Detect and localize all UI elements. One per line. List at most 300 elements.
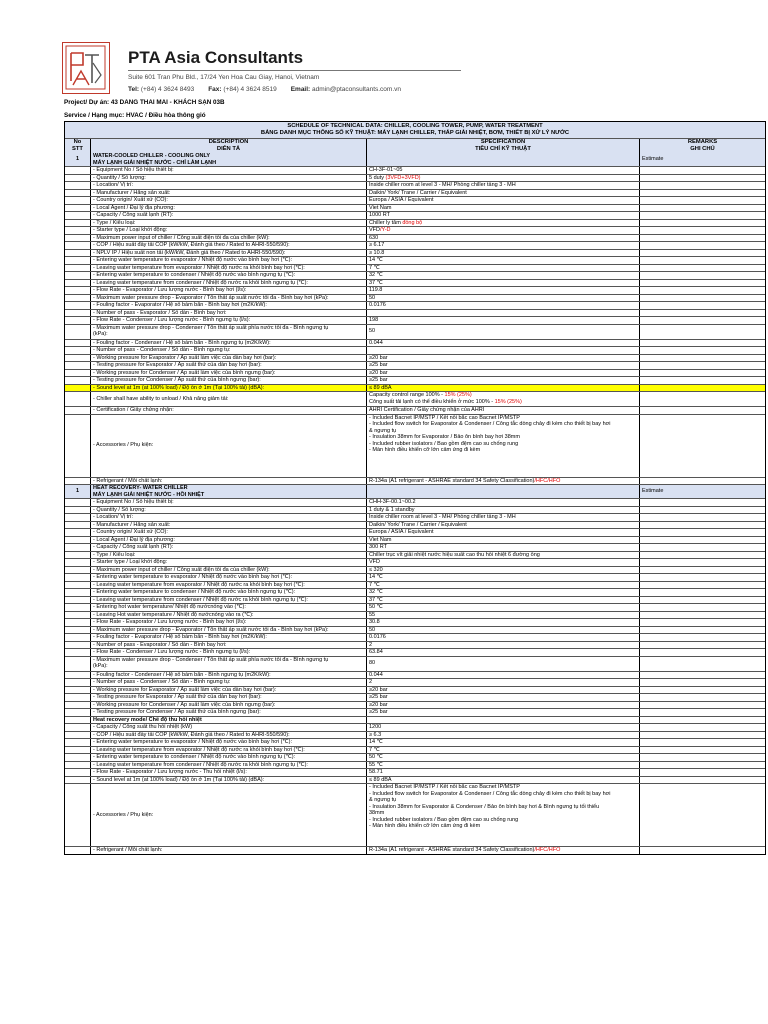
table-row bbox=[65, 558, 765, 566]
spec-value: ≥ 10.8 bbox=[369, 249, 385, 256]
table-row bbox=[65, 346, 765, 354]
section-remark: Estimate bbox=[642, 156, 664, 163]
row-remark bbox=[640, 762, 765, 769]
description-text: - Country origin/ Xuất xứ (CO): bbox=[93, 197, 168, 203]
spec-value: 1200 bbox=[369, 724, 382, 730]
spec-text bbox=[369, 280, 637, 287]
letterhead bbox=[62, 42, 762, 98]
row-description bbox=[91, 257, 367, 264]
spec-value: 32 ℃ bbox=[369, 589, 383, 595]
row-specification bbox=[367, 567, 640, 574]
spec-line: - Included Bacnet IP/MSTP / Kết nối bắc cao Bacnet IP/MSTP bbox=[369, 414, 520, 421]
row-remark bbox=[640, 574, 765, 581]
row-specification bbox=[367, 754, 640, 761]
spec-value: 50 ℃ bbox=[369, 754, 383, 760]
section-header bbox=[65, 484, 765, 498]
spec-value: Chiller trục vít giải nhiệt nước hiệu suất cao thu hồi nhiệt 6 đường ống bbox=[369, 551, 540, 558]
spec-value: 37 ℃ bbox=[369, 279, 383, 286]
table-row bbox=[65, 611, 765, 619]
row-description bbox=[91, 777, 367, 784]
table-row bbox=[65, 498, 765, 506]
spec-value: Viet Nam bbox=[369, 204, 392, 211]
spec-value: CH-3F-01~05 bbox=[369, 167, 403, 173]
spec-text bbox=[369, 537, 637, 544]
row-description bbox=[91, 370, 367, 377]
row-number bbox=[65, 672, 91, 679]
spec-value: 1 duty & 1 standby bbox=[369, 506, 415, 513]
row-remark bbox=[640, 612, 765, 619]
description-text: - Certification / Giấy chứng nhận: bbox=[93, 407, 174, 413]
table-row bbox=[65, 181, 765, 189]
row-description bbox=[91, 559, 367, 566]
spec-value: 50 bbox=[369, 626, 376, 633]
table-row bbox=[65, 536, 765, 544]
spec-text bbox=[369, 660, 375, 667]
spec-text bbox=[369, 754, 637, 761]
row-specification bbox=[367, 702, 640, 709]
table-row bbox=[65, 566, 765, 574]
row-number bbox=[65, 355, 91, 362]
row-number bbox=[65, 717, 91, 724]
row-description bbox=[91, 522, 367, 529]
row-remark bbox=[640, 514, 765, 521]
row-specification bbox=[367, 769, 640, 776]
table-row bbox=[65, 701, 765, 709]
row-description bbox=[91, 250, 367, 257]
spec-value: AHRI Certification / Giấy chứng nhận của AHRI bbox=[369, 407, 485, 413]
description-text: - Maximum water pressure drop - Evaporator / Tổn thất áp suất nước tối đa - Bình bay hơi (kPa): bbox=[93, 294, 329, 301]
spec-text bbox=[369, 340, 637, 347]
company-logo bbox=[62, 42, 110, 94]
spec-value: ≤ 320 bbox=[369, 566, 383, 573]
row-description bbox=[91, 287, 367, 294]
table-row bbox=[65, 783, 765, 846]
description-text: - Quantity / Số lượng: bbox=[93, 174, 146, 181]
row-specification bbox=[367, 589, 640, 596]
row-specification bbox=[367, 784, 640, 846]
row-remark bbox=[640, 747, 765, 754]
row-specification bbox=[367, 672, 640, 679]
row-remark bbox=[640, 362, 765, 369]
row-description bbox=[91, 220, 367, 227]
row-description bbox=[91, 407, 367, 414]
row-specification bbox=[367, 310, 640, 317]
row-remark bbox=[640, 529, 765, 536]
table-row bbox=[65, 603, 765, 611]
table-row bbox=[65, 309, 765, 317]
table-row bbox=[65, 369, 765, 377]
description-text: - Location/ Vị trí: bbox=[93, 514, 134, 520]
description-text: - Maximum water pressure drop - Condenser / Tổn thất áp suất phía nước tối đa - Bình ngưng tụ bbox=[93, 656, 329, 663]
spec-text bbox=[369, 732, 637, 739]
row-specification bbox=[367, 257, 640, 264]
table-row bbox=[65, 354, 765, 362]
spec-text bbox=[369, 197, 637, 204]
row-remark bbox=[640, 167, 765, 174]
spec-text bbox=[369, 619, 637, 626]
row-remark bbox=[640, 220, 765, 227]
description-text: - Accessories / Phụ kiện: bbox=[93, 442, 154, 449]
row-remark bbox=[640, 347, 765, 354]
row-description bbox=[91, 784, 367, 846]
table-row bbox=[65, 506, 765, 514]
row-description bbox=[91, 657, 367, 671]
description-text: - Working pressure for Evaporator / Áp suất làm việc của dàn bay hơi (bar): bbox=[93, 354, 277, 361]
row-remark bbox=[640, 272, 765, 279]
row-number bbox=[65, 679, 91, 686]
row-number bbox=[65, 567, 91, 574]
spec-value: 50 bbox=[369, 294, 376, 301]
row-number bbox=[65, 724, 91, 731]
row-description bbox=[91, 347, 367, 354]
table-row bbox=[65, 671, 765, 679]
row-specification bbox=[367, 182, 640, 189]
row-specification bbox=[367, 370, 640, 377]
spec-value: Daikin/ York/ Trane / Carrier / Equivalent bbox=[369, 189, 467, 196]
section-title bbox=[91, 485, 367, 498]
description-text: - Flow Rate - Condenser / Lưu lượng nước - Bình ngưng tụ (l/s): bbox=[93, 649, 251, 655]
spec-value: 37 ℃ bbox=[369, 596, 383, 603]
row-description bbox=[91, 589, 367, 596]
row-description bbox=[91, 295, 367, 302]
row-description bbox=[91, 724, 367, 731]
spec-value: 630 bbox=[369, 234, 379, 241]
row-specification bbox=[367, 175, 640, 182]
row-remark bbox=[640, 724, 765, 731]
spec-text bbox=[369, 672, 637, 679]
spec-value: VFD bbox=[369, 227, 380, 233]
table-row bbox=[65, 708, 765, 716]
description-text: - Working pressure for Condenser / Áp suất làm việc của bình ngưng (bar): bbox=[93, 701, 276, 708]
row-description bbox=[91, 627, 367, 634]
table-row bbox=[65, 513, 765, 521]
row-number bbox=[65, 317, 91, 324]
spec-text bbox=[369, 385, 637, 392]
row-description bbox=[91, 514, 367, 521]
row-remark bbox=[640, 537, 765, 544]
row-description bbox=[91, 529, 367, 536]
table-row bbox=[65, 716, 765, 724]
row-remark bbox=[640, 499, 765, 506]
spec-text bbox=[369, 242, 637, 249]
row-remark bbox=[640, 227, 765, 234]
spec-text bbox=[369, 355, 637, 362]
row-number bbox=[65, 747, 91, 754]
row-number bbox=[65, 415, 91, 477]
row-number bbox=[65, 257, 91, 264]
spec-value: ≥ 6.3 bbox=[369, 731, 382, 738]
description-text: - COP / Hiệu suất đầy tải COP (kW/kW, Đánh giá theo / Rated to AHRI-550/590): bbox=[93, 731, 290, 738]
row-specification bbox=[367, 544, 640, 551]
row-specification bbox=[367, 739, 640, 746]
spec-line: & ngưng tụ bbox=[369, 797, 397, 803]
spec-text bbox=[369, 370, 637, 377]
row-number bbox=[65, 175, 91, 182]
description-text: - Testing pressure for Condenser / Áp suất thử của bình ngưng (bar): bbox=[93, 709, 261, 715]
spec-line: & ngưng tụ bbox=[369, 427, 397, 434]
description-text-cont: (kPa): bbox=[93, 663, 108, 669]
spec-text bbox=[369, 567, 637, 574]
row-remark bbox=[640, 847, 765, 854]
row-description bbox=[91, 612, 367, 619]
row-specification bbox=[367, 604, 640, 611]
spec-value-red: /Y-D bbox=[380, 227, 391, 233]
row-description bbox=[91, 415, 367, 477]
row-number bbox=[65, 499, 91, 506]
row-specification bbox=[367, 552, 640, 559]
row-number bbox=[65, 847, 91, 854]
spec-text bbox=[369, 642, 637, 649]
row-description bbox=[91, 325, 367, 339]
row-specification bbox=[367, 280, 640, 287]
spec-text bbox=[369, 377, 637, 384]
row-remark bbox=[640, 672, 765, 679]
description-text: - Number of pass - Evaporator / Số dàn - Bình bay hơi: bbox=[93, 641, 227, 648]
row-remark bbox=[640, 634, 765, 641]
row-remark bbox=[640, 340, 765, 347]
row-remark bbox=[640, 317, 765, 324]
table-row bbox=[65, 376, 765, 384]
header-rule bbox=[128, 70, 461, 71]
row-remark bbox=[640, 205, 765, 212]
description-text: - Maximum power input of chiller / Công suất điện tối đa của chiller (kW): bbox=[93, 234, 270, 241]
spec-line: - Included flow switch for Evaporator & Condenser / Công tắc dòng chảy đi kèm cho thiết bị bay hơi bbox=[369, 790, 611, 797]
spec-value: 5 duty bbox=[369, 174, 386, 181]
tel: Tel: (+84) 4 3624 8493 bbox=[128, 86, 195, 93]
spec-text bbox=[369, 597, 637, 604]
col-description: DESCRIPTION DIỄN TẢ bbox=[91, 139, 367, 153]
row-number bbox=[65, 340, 91, 347]
row-number bbox=[65, 732, 91, 739]
row-remark bbox=[640, 265, 765, 272]
row-number bbox=[65, 220, 91, 227]
description-text: - Type / Kiểu loại: bbox=[93, 551, 136, 558]
spec-value: VFD bbox=[369, 559, 380, 565]
row-specification bbox=[367, 847, 640, 854]
row-remark bbox=[640, 552, 765, 559]
description-text: - Leaving water temperature from evaporator / Nhiệt độ nước ra khỏi bình bay hơi (℃): bbox=[93, 264, 305, 271]
row-remark bbox=[640, 777, 765, 784]
row-specification bbox=[367, 235, 640, 242]
row-number bbox=[65, 612, 91, 619]
spec-text bbox=[369, 574, 637, 581]
row-specification bbox=[367, 197, 640, 204]
spec-text bbox=[369, 227, 637, 234]
spec-text bbox=[369, 679, 637, 686]
row-specification bbox=[367, 574, 640, 581]
row-remark bbox=[640, 478, 765, 485]
description-text: - Entering hot water temperature/ Nhiệt độ nướcnóng vào (℃): bbox=[93, 604, 246, 610]
description-text: - Sound level at 1m (at 100% load) / Độ ồn ở 1m (Tại 100% tải) (dBA): bbox=[93, 776, 265, 783]
spec-text bbox=[369, 634, 637, 641]
spec-value: ≥20 bar bbox=[369, 686, 388, 693]
spec-value: 63.84 bbox=[369, 649, 383, 655]
description-text: - Leaving water temperature from evaporator / Nhiệt độ nước ra khỏi bình bay hơi (℃): bbox=[93, 746, 305, 753]
row-description bbox=[91, 242, 367, 249]
row-specification bbox=[367, 619, 640, 626]
table-title-vn: BẢNG DANH MỤC THÔNG SỐ KỸ THUẬT: MÁY LẠNH CHILLER, THÁP GIẢI NHIỆT, BƠM, THIẾT BỊ XỬ LÝ NƯỚC bbox=[260, 130, 570, 136]
row-remark bbox=[640, 559, 765, 566]
description-text: - Type / Kiểu loại: bbox=[93, 219, 136, 226]
spec-text bbox=[369, 272, 637, 279]
spec-value: ≥25 bar bbox=[369, 362, 388, 368]
row-description bbox=[91, 302, 367, 309]
spec-value: 0.044 bbox=[369, 339, 383, 346]
spec-text bbox=[369, 777, 637, 784]
row-remark bbox=[640, 567, 765, 574]
spec-text bbox=[369, 212, 637, 219]
description-text: - Leaving water temperature from condenser / Nhiệt độ nước ra khỏi bình ngưng tụ (℃): bbox=[93, 761, 308, 768]
spec-value: Viet Nam bbox=[369, 536, 392, 543]
row-description bbox=[91, 597, 367, 604]
row-number bbox=[65, 250, 91, 257]
row-number bbox=[65, 265, 91, 272]
row-remark bbox=[640, 709, 765, 716]
description-text: - Flow Rate - Evaporator / Lưu lượng nước - Bình bay hơi (l/s): bbox=[93, 287, 247, 293]
table-row bbox=[65, 256, 765, 264]
table-row bbox=[65, 384, 765, 392]
row-description bbox=[91, 182, 367, 189]
row-number bbox=[65, 362, 91, 369]
row-specification bbox=[367, 724, 640, 731]
spec-value: 0.044 bbox=[369, 671, 383, 678]
row-number bbox=[65, 642, 91, 649]
spec-text bbox=[369, 514, 637, 521]
row-remark bbox=[640, 197, 765, 204]
spec-text bbox=[369, 499, 637, 506]
spec-value-red: /HFC/HFO bbox=[534, 477, 561, 484]
row-number bbox=[65, 325, 91, 339]
spec-text bbox=[369, 582, 637, 589]
row-specification bbox=[367, 514, 640, 521]
table-row bbox=[65, 581, 765, 589]
row-specification bbox=[367, 627, 640, 634]
section-remark: Estimate bbox=[642, 488, 664, 495]
row-number bbox=[65, 574, 91, 581]
row-specification bbox=[367, 325, 640, 339]
table-row bbox=[65, 406, 765, 414]
row-remark bbox=[640, 544, 765, 551]
table-row bbox=[65, 241, 765, 249]
description-text: - Chiller shall have ability to unload / Khả năng giảm tải: bbox=[93, 395, 229, 402]
description-text: - Capacity / Công suất lạnh (RT): bbox=[93, 212, 174, 218]
description-text: - Starter type / Loại khởi động: bbox=[93, 559, 168, 565]
spec-text bbox=[369, 190, 637, 197]
spec-text bbox=[369, 847, 637, 854]
row-description bbox=[91, 552, 367, 559]
description-text: - COP / Hiệu suất đầy tải COP (kW/kW, Đánh giá theo / Rated to AHRI-550/590): bbox=[93, 242, 290, 248]
row-number bbox=[65, 537, 91, 544]
row-specification bbox=[367, 499, 640, 506]
table-row bbox=[65, 678, 765, 686]
row-description bbox=[91, 747, 367, 754]
spec-text bbox=[369, 328, 375, 335]
table-row bbox=[65, 543, 765, 551]
spec-line: - Included rubber isolators / Bao gồm đệm cao su chống rung bbox=[369, 440, 519, 447]
description-text: - Capacity / Công suất lạnh (RT): bbox=[93, 544, 174, 550]
row-specification bbox=[367, 649, 640, 656]
description-text: - Entering water temperature to condenser / Nhiệt độ nước vào bình ngưng tụ (℃): bbox=[93, 272, 296, 278]
row-description bbox=[91, 619, 367, 626]
description-text: - Sound level at 1m (at 100% load) / Độ ồn ở 1m (Tại 100% tải) (dBA): bbox=[93, 384, 265, 391]
row-specification bbox=[367, 634, 640, 641]
description-text: - Entering water temperature to evaporator / Nhiệt độ nước vào bình bay hơi (℃): bbox=[93, 739, 292, 745]
row-description bbox=[91, 567, 367, 574]
spec-text bbox=[369, 295, 637, 302]
spec-value-red: 15% (25%) bbox=[494, 398, 522, 405]
spec-value: 14 ℃ bbox=[369, 574, 383, 580]
row-specification bbox=[367, 679, 640, 686]
description-text: - Leaving water temperature from condenser / Nhiệt độ nước ra khỏi bình ngưng tụ (℃): bbox=[93, 596, 308, 603]
row-remark bbox=[640, 355, 765, 362]
description-text: - Refrigerant / Môi chất lạnh: bbox=[93, 847, 163, 853]
description-text: - Quantity / Số lượng: bbox=[93, 506, 146, 513]
row-description bbox=[91, 687, 367, 694]
table-row bbox=[65, 588, 765, 596]
row-specification bbox=[367, 340, 640, 347]
spec-text bbox=[369, 407, 637, 414]
spec-text-line2 bbox=[369, 399, 637, 406]
spec-text bbox=[369, 747, 637, 754]
row-remark bbox=[640, 182, 765, 189]
table-row bbox=[65, 723, 765, 731]
spec-value: 55 ℃ bbox=[369, 761, 383, 768]
description-text: - Leaving Hot water temperature / Nhiệt độ nướcnóng vào ra (℃): bbox=[93, 611, 254, 618]
row-remark bbox=[640, 582, 765, 589]
row-description bbox=[91, 582, 367, 589]
spec-value: 14 ℃ bbox=[369, 257, 383, 263]
spec-text bbox=[369, 769, 637, 776]
row-number bbox=[65, 235, 91, 242]
description-text: - Flow Rate - Evaporator / Lưu lượng nước - Bình bay hơi (l/s): bbox=[93, 619, 247, 625]
description-text: - Testing pressure for Condenser / Áp suất thử của bình ngưng (bar): bbox=[93, 377, 261, 383]
row-remark bbox=[640, 257, 765, 264]
description-text: - Accessories / Phụ kiện: bbox=[93, 811, 154, 818]
spec-text bbox=[369, 627, 637, 634]
table-row bbox=[65, 528, 765, 536]
description-text: - Country origin/ Xuất xứ (CO): bbox=[93, 529, 168, 535]
table-row bbox=[65, 776, 765, 784]
table-row bbox=[65, 166, 765, 174]
row-specification bbox=[367, 205, 640, 212]
spec-line: - Màn hình điều khiển cỡ lớn cảm ứng đi kèm bbox=[369, 447, 481, 453]
row-number bbox=[65, 739, 91, 746]
row-remark bbox=[640, 694, 765, 701]
row-number bbox=[65, 777, 91, 784]
spec-value: 30.8 bbox=[369, 619, 380, 625]
spec-value: ≥20 bar bbox=[369, 369, 388, 376]
row-number bbox=[65, 227, 91, 234]
spec-value: 0.0176 bbox=[369, 302, 386, 308]
row-specification bbox=[367, 265, 640, 272]
table-row bbox=[65, 249, 765, 257]
description-text: - Fouling factor - Evaporator / Hệ số bám bẩn - Bình bay hơi (m2K/kW): bbox=[93, 634, 267, 640]
row-remark bbox=[640, 679, 765, 686]
spec-text bbox=[369, 235, 637, 242]
col-remarks: REMARKS GHI CHÚ bbox=[687, 139, 718, 152]
row-remark bbox=[640, 235, 765, 242]
row-description bbox=[91, 235, 367, 242]
row-number bbox=[65, 762, 91, 769]
row-description bbox=[91, 544, 367, 551]
description-text: - Entering water temperature to condenser / Nhiệt độ nước vào bình ngưng tụ (℃): bbox=[93, 754, 296, 760]
spec-text bbox=[369, 478, 637, 485]
row-description bbox=[91, 355, 367, 362]
spec-line: - Insulation 38mm for Evaporator & Condenser / Bảo ôn bình bay hơi & Bình ngưng tụ tối thiểu bbox=[369, 803, 600, 810]
table-row bbox=[65, 746, 765, 754]
row-remark bbox=[640, 287, 765, 294]
spec-text bbox=[369, 205, 637, 212]
